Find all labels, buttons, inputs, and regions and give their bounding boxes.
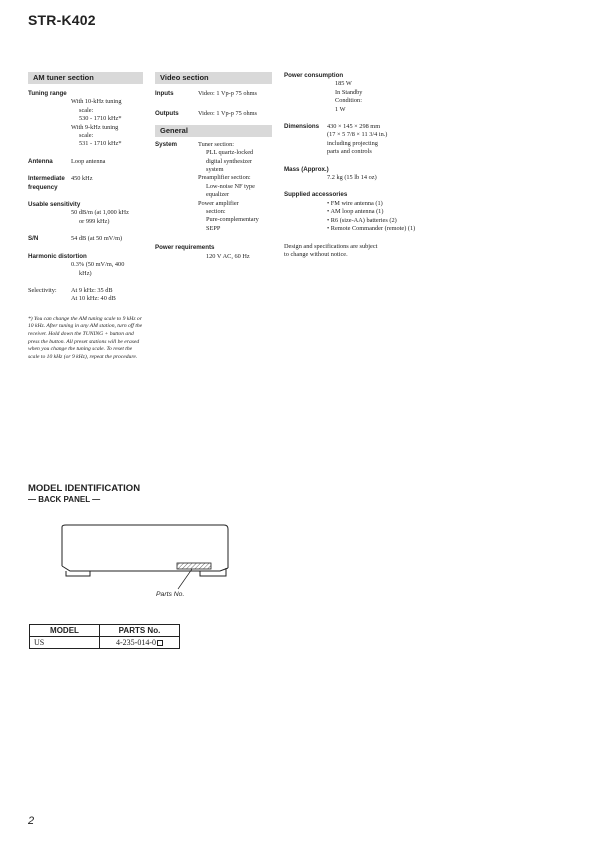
antenna-value: Loop antenna — [71, 157, 106, 165]
system-line: digital synthesizer — [206, 157, 252, 165]
system-line: section: — [206, 208, 226, 216]
distortion-line: kHz) — [79, 269, 92, 277]
selectivity-line: At 10 kHz: 40 dB — [71, 295, 116, 303]
inputs-label: Inputs — [155, 90, 174, 97]
parts-column-header: PARTS No. — [100, 625, 180, 637]
inputs-value: Video: 1 Vp-p 75 ohms — [198, 90, 257, 97]
parts-no-label: Parts No. — [156, 591, 185, 598]
system-line: SEPP — [206, 224, 221, 232]
model-column-header: MODEL — [30, 625, 100, 637]
dimensions-label: Dimensions — [284, 123, 320, 131]
distortion-label: Harmonic distortion — [28, 252, 87, 260]
general-heading: General — [155, 125, 272, 137]
power-cons-line: 1 W — [335, 105, 346, 113]
parts-label-sticker — [177, 563, 211, 569]
am-scale-footnote: *) You can change the AM tuning scale to 9 kHz or 10 kHz. After tuning in any AM station, turn off the receiver. Hold down the TUNING + button and press the button. All preset stations will be erased when you change the tuning scale. To reset the scale to 10 kHz (or 9 kHz), repeat the procedure. — [28, 315, 143, 360]
dimensions-line: parts and controls — [327, 148, 372, 156]
parts-cell: 4-235-014-0 — [100, 637, 180, 649]
tuning-range-line: 530 - 1710 kHz* — [79, 115, 122, 123]
power-cons-line: In Standby — [335, 88, 363, 96]
check-box-icon — [157, 640, 163, 646]
video-heading: Video section — [155, 72, 272, 84]
dimensions-line: (17 × 5 7/8 × 11 3/4 in.) — [327, 131, 388, 139]
accessories-label: Supplied accessories — [284, 191, 348, 199]
back-panel-subtitle: — BACK PANEL — — [28, 495, 101, 504]
dimensions-line: 430 × 145 × 298 mm — [327, 123, 381, 131]
distortion-line: 0.3% (50 mV/m, 400 — [71, 261, 125, 269]
design-note-1: Design and specifications are subject — [284, 242, 378, 250]
sn-row — [28, 235, 143, 243]
antenna-row — [28, 158, 143, 166]
power-req-value: 120 V AC, 60 Hz — [206, 252, 250, 260]
antenna-label: Antenna — [28, 157, 53, 165]
tuning-range-line: scale: — [79, 132, 94, 140]
tuning-range-line: With 10-kHz tuning — [71, 98, 122, 106]
dimensions-line: including projecting — [327, 139, 378, 147]
design-note-2: to change without notice. — [284, 250, 348, 258]
accessory-item: • R6 (size-AA) batteries (2) — [327, 216, 397, 224]
table-row — [30, 637, 180, 649]
sensitivity-label: Usable sensitivity — [28, 201, 81, 209]
if-label-2: frequency — [28, 183, 58, 191]
power-cons-label: Power consumption — [284, 72, 344, 79]
table-header-row — [30, 625, 180, 637]
selectivity-label: Selectivity: — [28, 286, 57, 294]
selectivity-row — [28, 287, 143, 295]
system-line: equalizer — [206, 191, 230, 199]
sn-value: 54 dB (at 50 mV/m) — [71, 235, 123, 243]
tuning-range-line: 531 - 1710 kHz* — [79, 140, 122, 148]
system-line: Pure-complementary — [206, 216, 259, 224]
accessory-item: • AM loop antenna (1) — [327, 208, 384, 216]
system-line: Low-noise NF type — [206, 182, 255, 190]
if-value: 450 kHz — [71, 175, 93, 183]
page-number: 2 — [28, 815, 35, 827]
general-continued-column — [284, 72, 434, 259]
model-parts-table — [29, 624, 180, 649]
sn-label: S/N — [28, 235, 39, 243]
outputs-value: Video: 1 Vp-p 75 ohms — [198, 110, 257, 118]
tuning-range-label: Tuning range — [28, 90, 67, 97]
outputs-row — [155, 110, 272, 118]
power-cons-line: Condition: — [335, 97, 362, 105]
if-label-1: Intermediate — [28, 175, 65, 183]
sensitivity-line: 50 dB/m (at 1,000 kHz — [71, 209, 129, 217]
model-cell: US — [30, 637, 100, 649]
model-identification-title: MODEL IDENTIFICATION — [28, 483, 141, 494]
power-req-label: Power requirements — [155, 244, 215, 252]
back-panel-diagram — [60, 521, 240, 596]
system-line: system — [206, 166, 224, 174]
mass-value: 7.2 kg (15 lb 14 oz) — [327, 174, 377, 182]
system-line: PLL quartz-locked — [206, 149, 254, 157]
model-title: STR-K402 — [28, 12, 96, 28]
tuning-range-line: scale: — [79, 106, 94, 114]
system-line: Tuner section: — [198, 140, 234, 148]
am-tuner-column — [28, 72, 143, 361]
if-row — [28, 175, 143, 192]
power-cons-line: 185 W — [335, 80, 352, 88]
accessory-item: • Remote Commander (remote) (1) — [327, 225, 416, 233]
system-line: Power amplifier — [198, 199, 239, 207]
parts-leader-line — [178, 569, 192, 589]
inputs-row — [155, 90, 272, 98]
system-line: Preamplifier section: — [198, 174, 251, 182]
am-tuner-heading: AM tuner section — [28, 72, 143, 84]
video-general-column — [155, 72, 272, 261]
mass-label: Mass (Approx.) — [284, 165, 329, 173]
system-row — [155, 141, 272, 149]
sensitivity-line: or 999 kHz) — [79, 217, 110, 225]
system-label: System — [155, 140, 178, 148]
tuning-range-line: With 9-kHz tuning — [71, 123, 119, 131]
accessory-item: • FM wire antenna (1) — [327, 199, 383, 207]
selectivity-line: At 9 kHz: 35 dB — [71, 286, 113, 294]
outputs-label: Outputs — [155, 110, 179, 118]
dimensions-row — [284, 123, 434, 131]
